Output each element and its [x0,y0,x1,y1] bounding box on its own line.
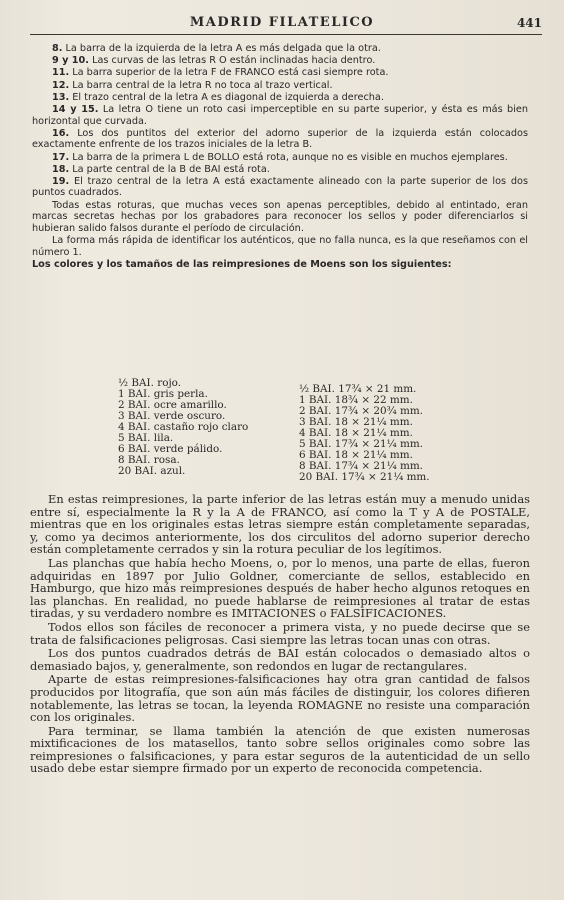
colors-row: 3 BAI. verde oscuro. [118,410,226,422]
colors-row: 1 BAI. gris perla. [118,388,208,400]
body-paragraph: Todos ellos son fáciles de reconocer a primera vista, y no puede decirse que se trata de falsificaciones peligrosas. Casi siempre las letras tocan unas con otras. [30,619,530,647]
colors-row: 20 BAI. azul. [118,465,186,477]
reprint-tables [0,376,564,491]
list-item: 17. La barra de la primera L de BOLLO está rota, aunque no es visible en muchos ejemplares. [52,151,508,163]
sizes-row: 5 BAI. 17¾ × 21¼ mm. [299,438,423,450]
running-header [0,13,564,35]
colors-row: ½ BAI. rojo. [118,377,182,389]
sizes-table [299,384,430,483]
body-paragraph: Para terminar, se llama también la atención de que existen numerosas mixtificaciones de los matasellos, tanto sobre sellos originales como sobre las reimpresiones o falsificaciones, y para estar seguros de la autenticidad de un sello usado debe estar siempre firmado por un experto de reconocida competencia. [30,723,530,776]
sizes-row: ½ BAI. 17¾ × 21 mm. [299,383,417,395]
list-item: 16. Los dos puntitos del exterior del adorno superior de la izquierda están colocados exactamente enfrente de los trazos iniciales de la letra B. [32,127,528,151]
list-item: 13. El trazo central de la letra A es diagonal de izquierda a derecha. [52,91,384,103]
page-number: 441 [516,16,542,30]
body-paragraph: Las planchas que había hecho Moens, o, por lo menos, una parte de ellas, fueron adquiridas en 1897 por Julio Goldner, comerciante de sellos, establecido en Hamburgo, que hizo más reimpresiones después de haber hecho algunos retoques en las planchas. En realidad, no puede hablarse de reimpresiones al tratar de estas tiradas, y su verdadero nombre es IMITACIONES o FALSIFICACIONES. [30,555,530,621]
colors-table [118,378,248,477]
paragraph-forma: La forma más rápida de identificar los auténticos, que no falla nunca, es la que reseñamos con el número 1. [32,235,528,258]
numbered-list-section [32,43,528,271]
sizes-row: 6 BAI. 18 × 21¼ mm. [299,449,413,461]
sizes-row: 8 BAI. 17¾ × 21¼ mm. [299,460,423,472]
list-item: 11. La barra superior de la letra F de FRANCO está casi siempre rota. [52,67,389,79]
journal-title: MADRID FILATELICO [189,15,375,30]
list-item: 9 y 10. Las curvas de las letras R O están inclinadas hacia dentro. [52,55,376,67]
header-rule [30,34,542,35]
list-item: 18. La parte central de la B de BAI está rota. [52,163,270,175]
list-item: 14 y 15. La letra O tiene un roto casi imperceptible en su parte superior, y ésta es más bien horizontal que curvada. [32,103,528,127]
colors-row: 6 BAI. verde pálido. [118,443,223,455]
body-paragraph: En estas reimpresiones, la parte inferior de las letras están muy a menudo unidas entre sí, especialmente la R y la A de FRANCO, así como la T y A de POSTALE, mientras que en los originales estas letras siempre están completamente separadas, y, como ya decimos anteriormente, los dos circulitos del adorno superior derecho están completamente cerrados y sin la rotura peculiar de los legítimos. [30,492,530,557]
colors-row: 4 BAI. castaño rojo claro [118,421,249,433]
list-item: 8. La barra de la izquierda de la letra A es más delgada que la otra. [52,43,381,54]
body-text-section [30,493,530,776]
sizes-row: 20 BAI. 17¾ × 21¼ mm. [299,471,430,483]
list-item: 19. El trazo central de la letra A está exactamente alineado con la parte superior de los dos puntos cuadrados. [32,175,528,199]
sizes-row: 1 BAI. 18¾ × 22 mm. [299,394,413,406]
sizes-row: 4 BAI. 18 × 21¼ mm. [299,427,413,439]
paragraph-roturas: Todas estas roturas, que muchas veces son apenas perceptibles, debido al entintado, eran marcas secretas hechas por los grabadores para reconocer los sellos y poder diferenciarlos si hubieran salido falsos durante el período de circulación. [32,199,528,234]
paragraph-colores: Los colores y los tamaños de las reimpresiones de Moens son los siguientes: [32,258,452,270]
body-paragraph: Los dos puntos cuadrados detrás de BAI están colocados o demasiado altos o demasiado bajos, y, generalmente, son redondos en lugar de rectangulares. [30,646,530,673]
colors-row: 5 BAI. lila. [118,432,174,444]
sizes-row: 2 BAI. 17¾ × 20¾ mm. [299,405,423,417]
colors-row: 8 BAI. rosa. [118,454,180,466]
list-item: 12. La barra central de la letra R no toca al trazo vertical. [52,79,333,91]
body-paragraph: Aparte de estas reimpresiones-falsificaciones hay otra gran cantidad de falsos producidos por litografía, que son aún más fáciles de distinguir, los colores difieren notablemente, las letras se tocan, la leyenda ROMAGNE no resiste una comparación con los originales. [30,672,530,725]
sizes-row: 3 BAI. 18 × 21¼ mm. [299,416,413,428]
colors-row: 2 BAI. ocre amarillo. [118,399,227,411]
